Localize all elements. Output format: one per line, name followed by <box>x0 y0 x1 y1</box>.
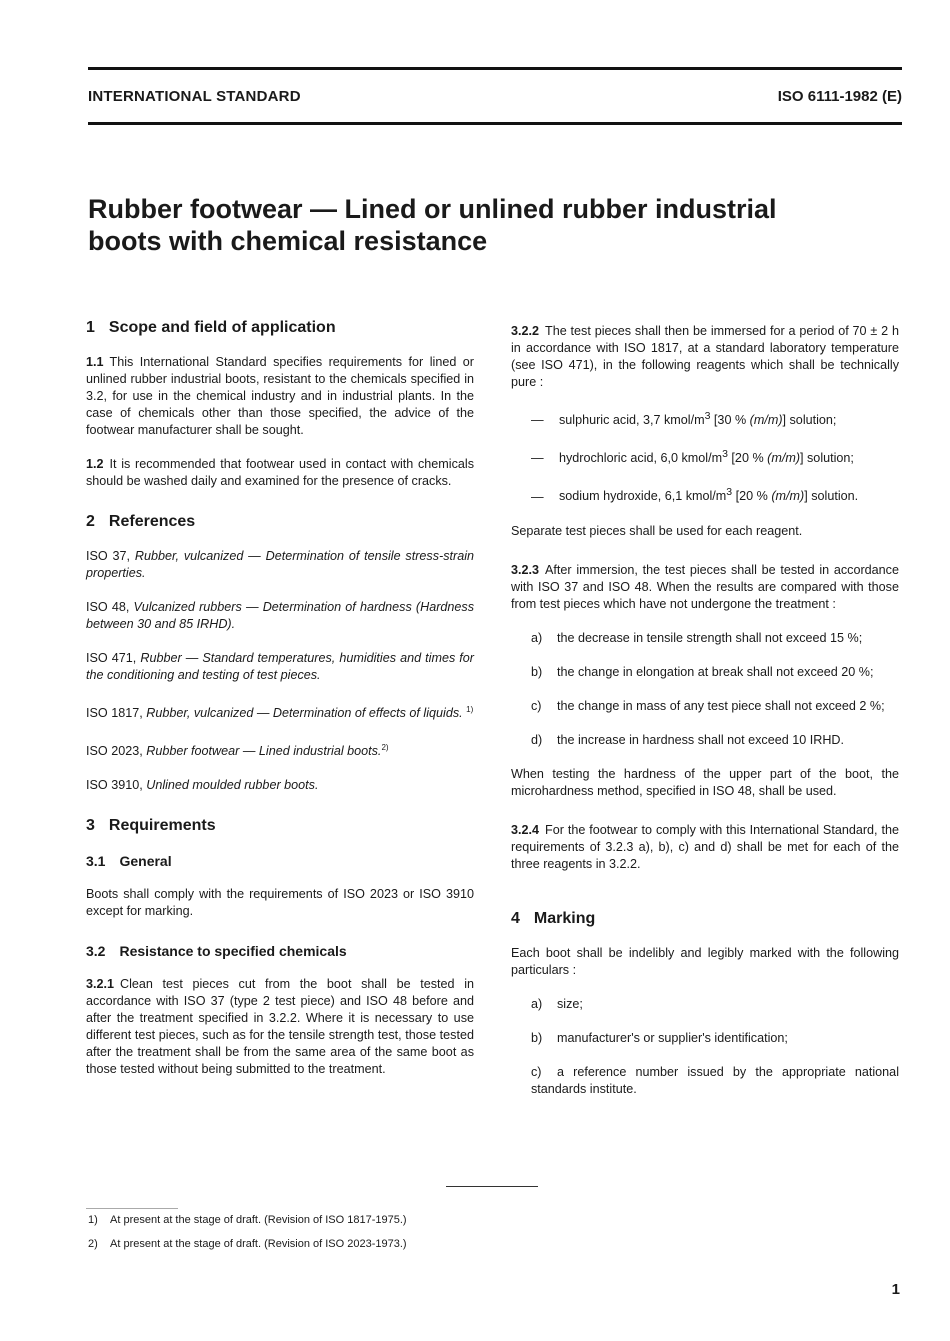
footnote-2: 2) At present at the stage of draft. (Revision of ISO 2023-1973.) <box>88 1238 407 1250</box>
clause-3-1: Boots shall comply with the requirements of ISO 2023 or ISO 3910 except for marking. <box>86 887 474 919</box>
footnote-ref-1: 1) <box>466 705 474 714</box>
limit-mass-change: c) the change in mass of any test piece shall not exceed 2 %; <box>531 698 885 713</box>
document-title <box>88 193 888 257</box>
reference-iso-1817: ISO 1817, Rubber, vulcanized — Determination of effects of liquids. $^{1)}$ <box>86 705 474 721</box>
clause-3-2-2: 3.2.2 The test pieces shall then be immersed for a period of 70 ± 2 h in accordance with ISO 1817, at a standard laboratory temperature (see ISO 471), in the following reagents which shall be technically pure : <box>511 324 899 389</box>
clause-1-2: 1.2 It is recommended that footwear used in contact with chemicals should be washed daily and examined for the presence of cracks. <box>86 457 474 488</box>
clause-3-2-3-note: When testing the hardness of the upper part of the boot, the microhardness method, specified in ISO 48, shall be used. <box>511 766 899 798</box>
marking-intro: Each boot shall be indelibly and legibly marked with the following particulars : <box>511 945 899 977</box>
footnote-ref-2: 2) <box>381 743 389 753</box>
marking-manufacturer: b) manufacturer's or supplier's identification; <box>531 1030 788 1045</box>
clause-3-2-1: 3.2.1 Clean test pieces cut from the boot shall be tested in accordance with ISO 37 (type 2 test piece) and ISO 48 before and after the treatment specified in 3.2.2. Where it is necessary to use different test pieces, such as for the tensile strength test, those tested after the treatment shall be from the same area of the same boot as those tested without being submitted to the treatment. <box>86 977 474 1077</box>
reagent-sulphuric-acid: — sulphuric acid, 3,7 kmol/$m^3$ [30 % (m/m)] solution; <box>531 410 837 428</box>
limit-elongation: b) the change in elongation at break shall not exceed 20 %; <box>531 664 874 679</box>
reference-iso-3910: ISO 3910, Unlined moulded rubber boots. <box>86 778 319 793</box>
title-line-1: Rubber footwear — Lined or unlined rubber industrial <box>88 194 777 224</box>
reference-iso-37: ISO 37, Rubber, vulcanized — Determination of tensile stress-strain properties. <box>86 549 475 580</box>
header-standard-type: INTERNATIONAL STANDARD <box>88 88 301 105</box>
reference-iso-2023: ISO 2023, Rubber footwear — Lined industrial boots.$^{2)}$ <box>86 743 389 759</box>
reference-iso-471: ISO 471, Rubber — Standard temperatures, humidities and times for the conditioning and testing of test pieces. <box>86 651 475 682</box>
header-bottom-rule <box>88 122 902 125</box>
title-line-2: boots with chemical resistance <box>88 226 488 256</box>
subsection-3-1-heading: 3.1 General <box>86 853 172 870</box>
limit-tensile-strength: a) the decrease in tensile strength shall not exceed 15 %; <box>531 630 863 645</box>
limit-hardness: d) the increase in hardness shall not exceed 10 IRHD. <box>531 732 845 747</box>
right-column <box>511 323 899 1115</box>
section-2-heading: 2 References <box>86 513 196 530</box>
marking-size: a) size; <box>531 996 583 1011</box>
end-of-text-rule <box>446 1186 538 1187</box>
clause-3-2-3: 3.2.3 After immersion, the test pieces shall be tested in accordance with ISO 37 and ISO 48. When the results are compared with those from test pieces which have not undergone the treatment : <box>511 562 899 611</box>
footnote-rule <box>86 1208 178 1209</box>
clause-3-2-4: 3.2.4 For the footwear to comply with this International Standard, the requirements of 3.2.3 a), b), c) and d) shall be met for each of the three reagents in 3.2.2. <box>511 822 899 871</box>
reference-iso-48: ISO 48, Vulcanized rubbers — Determination of hardness (Hardness between 30 and 85 IRHD). <box>86 600 475 631</box>
subsection-3-2-heading: 3.2 Resistance to specified chemicals <box>86 943 347 960</box>
section-3-heading: 3 Requirements <box>86 817 216 835</box>
section-4-heading: 4 Marking <box>511 909 596 927</box>
page-number: 1 <box>891 1281 900 1298</box>
reagent-hydrochloric-acid: — hydrochloric acid, 6,0 kmol/$m^3$ [20 % (m/m)] solution; <box>531 448 854 466</box>
left-column <box>86 318 474 1095</box>
reagent-sodium-hydroxide: — sodium hydroxide, 6,1 kmol/$m^3$ [20 % (m/m)] solution. <box>531 486 859 504</box>
footnote-1: 1) At present at the stage of draft. (Revision of ISO 1817-1975.) <box>88 1214 407 1226</box>
header-top-rule <box>88 67 902 70</box>
header-standard-number: ISO 6111-1982 (E) <box>777 88 902 105</box>
clause-1-1: 1.1 This International Standard specifies requirements for lined or unlined rubber industrial boots, resistant to the chemicals specified in 3.2, for use in the chemical industry and in industrial plants. In the case of chemicals other than those specified, the advice of the footwear manufacturer shall be sought. <box>86 355 474 437</box>
clause-3-2-2-note: Separate test pieces shall be used for each reagent. <box>511 523 803 538</box>
section-1-heading: 1 Scope and field of application <box>86 319 336 336</box>
marking-reference-number: c) a reference number issued by the appropriate national standards institute. <box>531 1064 899 1096</box>
